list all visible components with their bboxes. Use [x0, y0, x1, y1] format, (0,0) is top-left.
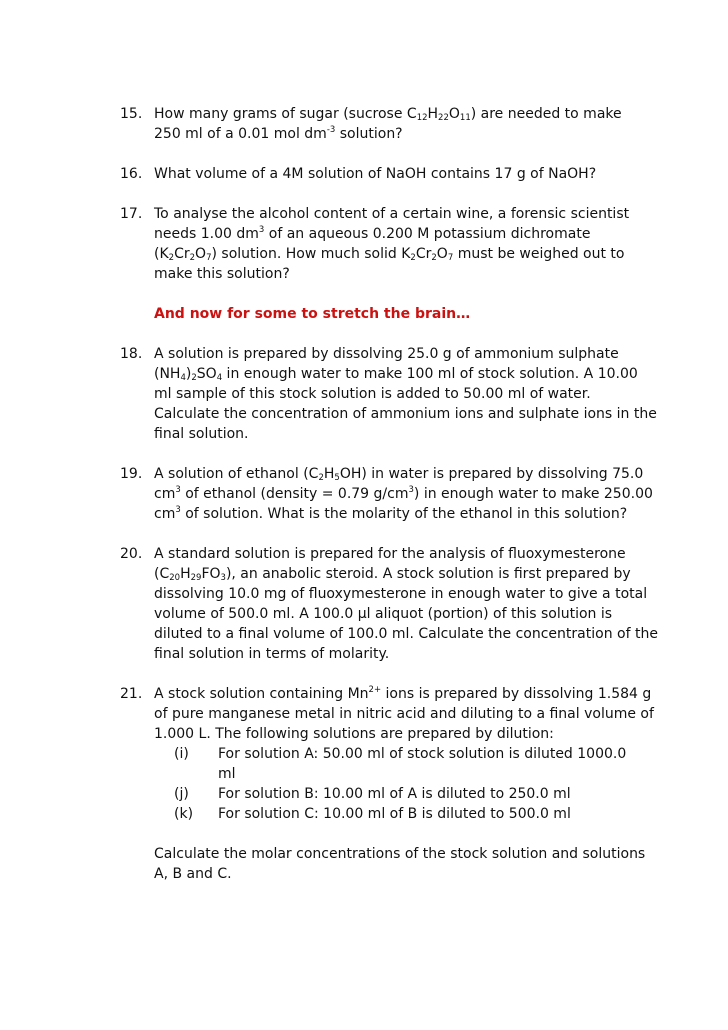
question-text-line: How many grams of sugar (sucrose $C_{12}H_{22}O_{11}$) are needed to make	[154, 106, 622, 123]
question-text-line: Calculate the concentration of ammonium ions and sulphate ions in the	[154, 406, 657, 422]
question-text-line: A stock solution containing $Mn^{2+}$ ions is prepared by dissolving 1.584 g	[154, 685, 652, 702]
question-text-line: volume of 500.0 ml. A 100.0 µl aliquot (portion) of this solution is	[154, 606, 613, 622]
question-text-line: make this solution?	[154, 266, 290, 282]
stretch-heading: And now for some to stretch the brain…	[154, 306, 471, 322]
question-text-line: $cm^3$ of ethanol (density = 0.79 $g/cm^3$) in enough water to make 250.00	[154, 485, 653, 502]
sub-item-label: (j)	[174, 786, 189, 802]
question-21	[120, 684, 654, 884]
question-15	[120, 104, 625, 144]
question-text-line: ml sample of this stock solution is added to 50.00 ml of water.	[154, 386, 591, 402]
sub-item-text: ml	[218, 766, 236, 782]
sub-item-label: (i)	[174, 746, 189, 762]
closing-instruction: A, B and C.	[154, 866, 232, 882]
sub-item-text: For solution A: 50.00 ml of stock solution is diluted 1000.0	[218, 746, 627, 762]
sub-item-text: For solution B: 10.00 ml of A is diluted to 250.0 ml	[218, 786, 571, 802]
question-text-line: A solution of ethanol $(C_2H_5OH)$ in water is prepared by dissolving 75.0	[154, 466, 644, 483]
question-number: 16.	[120, 166, 143, 182]
question-text-line: needs 1.00 $dm^3$ of an aqueous 0.200 M potassium dichromate	[154, 225, 591, 242]
sub-item-text: For solution C: 10.00 ml of B is diluted to 500.0 ml	[218, 806, 571, 822]
question-text-line: $cm^3$ of solution. What is the molarity of the ethanol in this solution?	[154, 505, 628, 522]
sub-item-k	[154, 804, 625, 824]
question-20	[120, 544, 658, 664]
question-text-line: $(NH_4)_2SO_4$ in enough water to make 100 ml of stock solution. A 10.00	[154, 366, 638, 383]
question-text-line: final solution.	[154, 426, 249, 442]
question-text-line: dissolving 10.0 mg of fluoxymesterone in enough water to give a total	[154, 586, 648, 602]
question-number: 20.	[120, 546, 143, 562]
question-18	[120, 344, 657, 444]
sub-item-j	[154, 784, 625, 804]
sub-item-i	[154, 744, 625, 784]
question-text-line: final solution in terms of molarity.	[154, 646, 390, 662]
question-text-line: What volume of a 4M solution of NaOH contains 17 g of NaOH?	[154, 166, 597, 182]
question-text-line: A solution is prepared by dissolving 25.0 g of ammonium sulphate	[154, 346, 619, 362]
question-text-line: $(K_2Cr_2O_7)$ solution. How much solid $K_2Cr_2O_7$ must be weighed out to	[154, 246, 625, 263]
question-19	[120, 464, 653, 524]
question-17	[120, 204, 630, 284]
question-number: 19.	[120, 466, 143, 482]
question-number: 18.	[120, 346, 143, 362]
question-text-line: 250 ml of a 0.01 mol $dm^{-3}$ solution?	[154, 125, 403, 142]
question-text-line: $(C_{20}H_{29}FO_3)$, an anabolic steroid. A stock solution is first prepared by	[154, 566, 631, 583]
question-text-line: diluted to a final volume of 100.0 ml. Calculate the concentration of the	[154, 626, 658, 642]
sub-item-label: (k)	[174, 806, 194, 822]
closing-instruction: Calculate the molar concentrations of the stock solution and solutions	[154, 846, 646, 862]
question-text-line: A standard solution is prepared for the analysis of fluoxymesterone	[154, 546, 626, 562]
question-number: 21.	[120, 686, 143, 702]
question-16	[120, 164, 625, 184]
worksheet-page	[120, 104, 658, 904]
question-number: 17.	[120, 206, 143, 222]
question-text-line: To analyse the alcohol content of a certain wine, a forensic scientist	[154, 206, 630, 222]
question-number: 15.	[120, 106, 143, 122]
question-text-line: of pure manganese metal in nitric acid and diluting to a final volume of	[154, 706, 654, 722]
question-text-line: 1.000 L. The following solutions are prepared by dilution:	[154, 726, 554, 742]
